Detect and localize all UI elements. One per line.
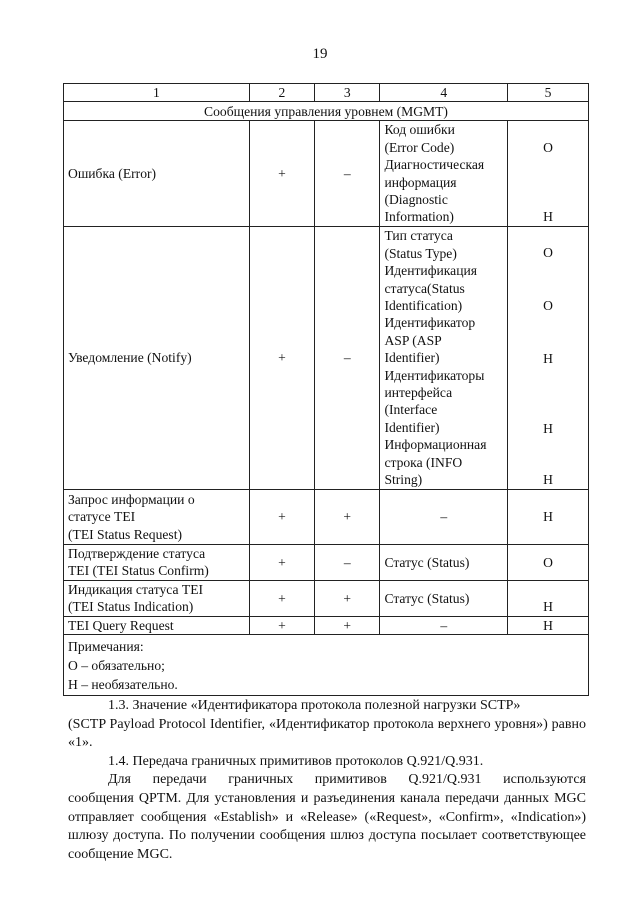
parameters-cell <box>380 121 508 226</box>
message-name-line: (TEI Status Request) <box>68 526 183 542</box>
parameter-line: Identifier) <box>384 419 440 435</box>
flag: О <box>508 544 589 580</box>
message-name-line: (TEI Status Indication) <box>68 599 194 615</box>
message-name <box>64 580 250 616</box>
table-row <box>64 121 589 226</box>
table-row <box>64 489 589 544</box>
flag: Н <box>508 580 589 616</box>
message-name: TEI Query Request <box>64 616 250 634</box>
table-row <box>64 616 589 634</box>
parameters-cell: Статус (Status) <box>380 544 508 580</box>
parameters-cell: Статус (Status) <box>380 580 508 616</box>
parameters-cell: – <box>380 489 508 544</box>
parameter-line: Идентификация <box>384 263 478 279</box>
parameter-line: String) <box>384 471 423 487</box>
column-header: 3 <box>315 84 380 102</box>
column-3-value: – <box>315 121 380 226</box>
column-header: 5 <box>508 84 589 102</box>
flag: О <box>543 139 553 155</box>
parameters-cell <box>380 226 508 489</box>
column-3-value: – <box>315 226 380 489</box>
message-name-line: Запрос информации о <box>68 491 195 507</box>
parameter-line: ASP (ASP <box>384 332 442 348</box>
column-2-value: + <box>249 616 314 634</box>
parameter-line: Диагностическая <box>384 157 485 173</box>
body-text <box>68 697 586 864</box>
parameter-line: Identification) <box>384 297 463 313</box>
message-name <box>64 489 250 544</box>
parameter-line: (Interface <box>384 402 438 418</box>
flag: Н <box>543 208 553 224</box>
parameter-line: (Status Type) <box>384 245 457 261</box>
mgmt-messages-table <box>63 83 589 696</box>
section-title-row <box>64 102 589 121</box>
notes-cell <box>64 635 589 696</box>
message-name-line: статусе TEI <box>68 509 136 525</box>
paragraph-qptm-first-line: Для передачи граничных примитивов Q.921/Q.931 используются <box>108 772 586 788</box>
parameter-line: Идентификаторы <box>384 367 485 383</box>
parameter-line: статуса(Status <box>384 280 465 296</box>
parameters-cell: – <box>380 616 508 634</box>
message-name: Ошибка (Error) <box>64 121 250 226</box>
flag: Н <box>543 471 553 487</box>
parameter-line: строка (INFO <box>384 454 463 470</box>
message-name-line: Подтверждение статуса <box>68 545 206 561</box>
page-number: 19 <box>312 46 328 62</box>
paragraph-qptm-continuation: сообщения QPTM. Для установления и разъединения канала передачи данных MGC отправляет сообщения «Establish» и «Release» («Request», «Confirm», «Indication») шлюзу доступа. По получении сообщения шлюз доступа посылает соответствующее сообщение MGC. <box>68 790 586 862</box>
message-name-line: Индикация статуса TEI <box>68 581 204 597</box>
paragraph-1-3-first-line: 1.3. Значение «Идентификатора протокола полезной нагрузки SCTP» <box>108 698 521 713</box>
flag: Н <box>543 420 553 436</box>
flag: Н <box>508 489 589 544</box>
notes-title: Примечания: <box>68 638 144 654</box>
table-row <box>64 580 589 616</box>
column-3-value: – <box>315 544 380 580</box>
parameter-line: Information) <box>384 209 454 225</box>
flags-cell <box>508 121 589 226</box>
column-3-value: + <box>315 616 380 634</box>
paragraph-1-4: 1.4. Передача граничных примитивов протоколов Q.921/Q.931. <box>108 753 484 769</box>
table-row <box>64 226 589 489</box>
message-name <box>64 544 250 580</box>
column-header: 1 <box>64 84 250 102</box>
flag: Н <box>543 350 553 366</box>
column-2-value: + <box>249 580 314 616</box>
parameter-line: Информационная <box>384 437 487 453</box>
column-2-value: + <box>249 121 314 226</box>
flags-cell <box>508 226 589 489</box>
parameter-line: Identifier) <box>384 350 440 366</box>
parameter-line: информация <box>384 174 457 190</box>
paragraph-1-3-continuation: (SCTP Payload Protocol Identifier, «Идентификатор протокола верхнего уровня») равно «1». <box>68 716 586 751</box>
column-2-value: + <box>249 226 314 489</box>
flag: Н <box>508 616 589 634</box>
column-header: 2 <box>249 84 314 102</box>
note-line: О – обязательно; <box>68 657 165 673</box>
section-title: Сообщения управления уровнем (MGMT) <box>64 102 589 121</box>
flag: О <box>543 297 553 313</box>
column-3-value: + <box>315 580 380 616</box>
table-row <box>64 544 589 580</box>
notes-row <box>64 635 589 696</box>
message-name: Уведомление (Notify) <box>64 226 250 489</box>
parameter-line: Тип статуса <box>384 228 453 244</box>
flag: О <box>543 244 553 260</box>
parameter-line: Код ошибки <box>384 122 455 138</box>
parameter-line: (Error Code) <box>384 139 455 155</box>
column-3-value: + <box>315 489 380 544</box>
column-2-value: + <box>249 489 314 544</box>
column-header: 4 <box>380 84 508 102</box>
parameter-line: (Diagnostic <box>384 192 448 208</box>
column-number-row <box>64 84 589 102</box>
note-line: Н – необязательно. <box>68 676 178 692</box>
message-name-line: TEI (TEI Status Confirm) <box>68 563 209 579</box>
parameter-line: Идентификатор <box>384 315 476 331</box>
column-2-value: + <box>249 544 314 580</box>
parameter-line: интерфейса <box>384 384 453 400</box>
